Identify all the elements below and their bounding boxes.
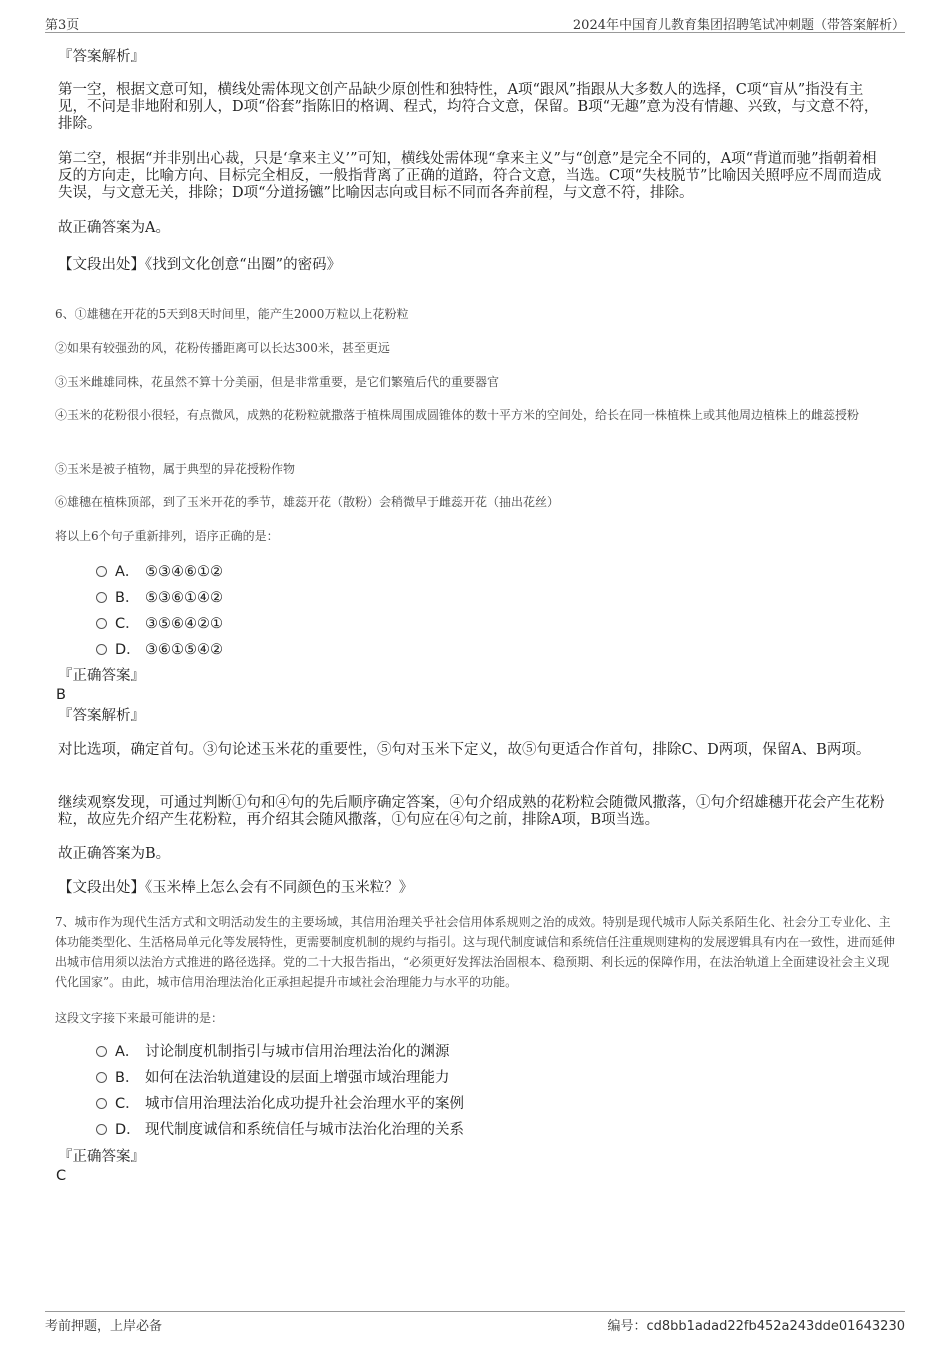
correct-answer: B (56, 687, 66, 703)
option-text: ⑤③⑥①④② (145, 590, 223, 606)
option-a[interactable] (96, 562, 223, 582)
radio-icon[interactable] (96, 1124, 107, 1135)
radio-icon[interactable] (96, 1098, 107, 1109)
question-sentence: 6、①雄穗在开花的5天到8天时间里，能产生2000万粒以上花粉粒 (55, 307, 409, 321)
page-footer (45, 1311, 905, 1334)
question-sentence: ②如果有较强劲的风，花粉传播距离可以长达300米，甚至更远 (55, 341, 390, 355)
footer-slogan: 考前押题，上岸必备 (45, 1319, 163, 1334)
document-id: 编号：cd8bb1adad22fb452a243dde01643230 (607, 1319, 905, 1334)
analysis-label: 『答案解析』 (58, 708, 145, 724)
question-prompt: 将以上6个句子重新排列，语序正确的是： (55, 529, 279, 543)
option-letter: C． (115, 1096, 140, 1112)
option-d[interactable] (96, 640, 223, 660)
correct-answer: C (56, 1168, 67, 1184)
option-text: ③⑥①⑤④② (145, 642, 223, 658)
analysis-conclusion: 故正确答案为A。 (58, 220, 170, 236)
option-text: 讨论制度机制指引与城市信用治理法治化的渊源 (145, 1044, 450, 1060)
analysis-label: 『答案解析』 (58, 49, 145, 65)
option-text: ③⑤⑥④②① (145, 616, 223, 632)
analysis-paragraph: 第二空，根据“并非别出心裁，只是‘拿来主义’”可知，横线处需体现“拿来主义”与“创意”是完全不同的，A项“背道而驰”指朝着相反的方向走，比喻方向、目标完全相反，一般指背离了正确的道路，符合文意，当选。C项“失枝脱节”比喻因关照呼应不周而造成失误，与文意无关，排除；D项“分道扬镳”比喻因志向或目标不同而各奔前程，与文意不符，排除。 (58, 151, 882, 201)
source-citation: 【文段出处】《玉米棒上怎么会有不同颜色的玉米粒？》 (58, 880, 414, 896)
document-title: 2024年中国育儿教育集团招聘笔试冲刺题（带答案解析） (572, 18, 905, 33)
option-c[interactable] (96, 1094, 464, 1114)
option-c[interactable] (96, 614, 223, 634)
radio-icon[interactable] (96, 566, 107, 577)
option-letter: C． (115, 616, 140, 632)
question-sentence: ⑤玉米是被子植物，属于典型的异花授粉作物 (55, 462, 296, 476)
option-letter: B． (115, 1070, 140, 1086)
radio-icon[interactable] (96, 592, 107, 603)
correct-answer-label: 『正确答案』 (58, 1149, 145, 1165)
question-sentence: ⑥雄穗在植株顶部，到了玉米开花的季节，雄蕊开花（散粉）会稍微早于雌蕊开花（抽出花丝） (55, 495, 560, 509)
question-sentence: ③玉米雌雄同株，花虽然不算十分美丽，但是非常重要，是它们繁殖后代的重要器官 (55, 375, 500, 389)
radio-icon[interactable] (96, 644, 107, 655)
radio-icon[interactable] (96, 1072, 107, 1083)
question-text: 7、城市作为现代生活方式和文明活动发生的主要场域，其信用治理关乎社会信用体系规则之治的成效。特别是现代城市人际关系陌生化、社会分工专业化、主体功能类型化、生活格局单元化等发展特性，更需要制度机制的规约与指引。这与现代制度诚信和系统信任注重规则建构的发展逻辑具有内在一致性，进而延伸出城市信用须以法治方式推进的路径选择。党的二十大报告指出，“必须更好发挥法治固根本、稳预期、利长远的保障作用，在法治轨道上全面建设社会主义现代化国家”。由此，城市信用治理法治化正承担起提升市域社会治理能力与水平的功能。 (55, 915, 896, 989)
analysis-conclusion: 故正确答案为B。 (58, 846, 171, 862)
option-text: 城市信用治理法治化成功提升社会治理水平的案例 (145, 1096, 464, 1112)
option-d[interactable] (96, 1120, 464, 1140)
option-letter: B． (115, 590, 140, 606)
option-letter: A． (115, 1044, 140, 1060)
option-text: 如何在法治轨道建设的层面上增强市域治理能力 (145, 1070, 450, 1086)
correct-answer-label: 『正确答案』 (58, 668, 145, 684)
question-prompt: 这段文字接下来最可能讲的是： (55, 1011, 224, 1025)
option-letter: D． (115, 1122, 141, 1138)
radio-icon[interactable] (96, 1046, 107, 1057)
source-citation: 【文段出处】《找到文化创意“出圈”的密码》 (58, 257, 342, 273)
option-text: ⑤③④⑥①② (145, 564, 223, 580)
radio-icon[interactable] (96, 618, 107, 629)
option-text: 现代制度诚信和系统信任与城市法治化治理的关系 (145, 1122, 464, 1138)
analysis-paragraph: 对比选项，确定首句。③句论述玉米花的重要性，⑤句对玉米下定义，故⑤句更适合作首句，排除C、D两项，保留A、B两项。 (58, 742, 871, 758)
option-b[interactable] (96, 588, 223, 608)
analysis-paragraph: 继续观察发现，可通过判断①句和④句的先后顺序确定答案，④句介绍成熟的花粉粒会随微风撒落，①句介绍雄穗开花会产生花粉粒，故应先介绍产生花粉粒，再介绍其会随风撒落，①句应在④句之前，排除A项，B项当选。 (58, 795, 885, 828)
page-number: 第3页 (45, 18, 80, 33)
option-b[interactable] (96, 1068, 450, 1088)
page-header (45, 12, 905, 33)
question-sentence: ④玉米的花粉很小很轻，有点微风，成熟的花粉粒就撒落于植株周围成圆锥体的数十平方米的空间处，给长在同一株植株上或其他周边植株上的雌蕊授粉 (55, 408, 860, 422)
option-letter: A． (115, 564, 140, 580)
option-a[interactable] (96, 1042, 450, 1062)
option-letter: D． (115, 642, 141, 658)
analysis-paragraph: 第一空，根据文意可知，横线处需体现文创产品缺少原创性和独特性，A项“跟风”指跟从大多数人的选择，C项“盲从”指没有主见，不问是非地附和别人，D项“俗套”指陈旧的格调、程式，均符合文意，保留。B项“无趣”意为没有情趣、兴致，与文意不符，排除。 (58, 82, 879, 132)
